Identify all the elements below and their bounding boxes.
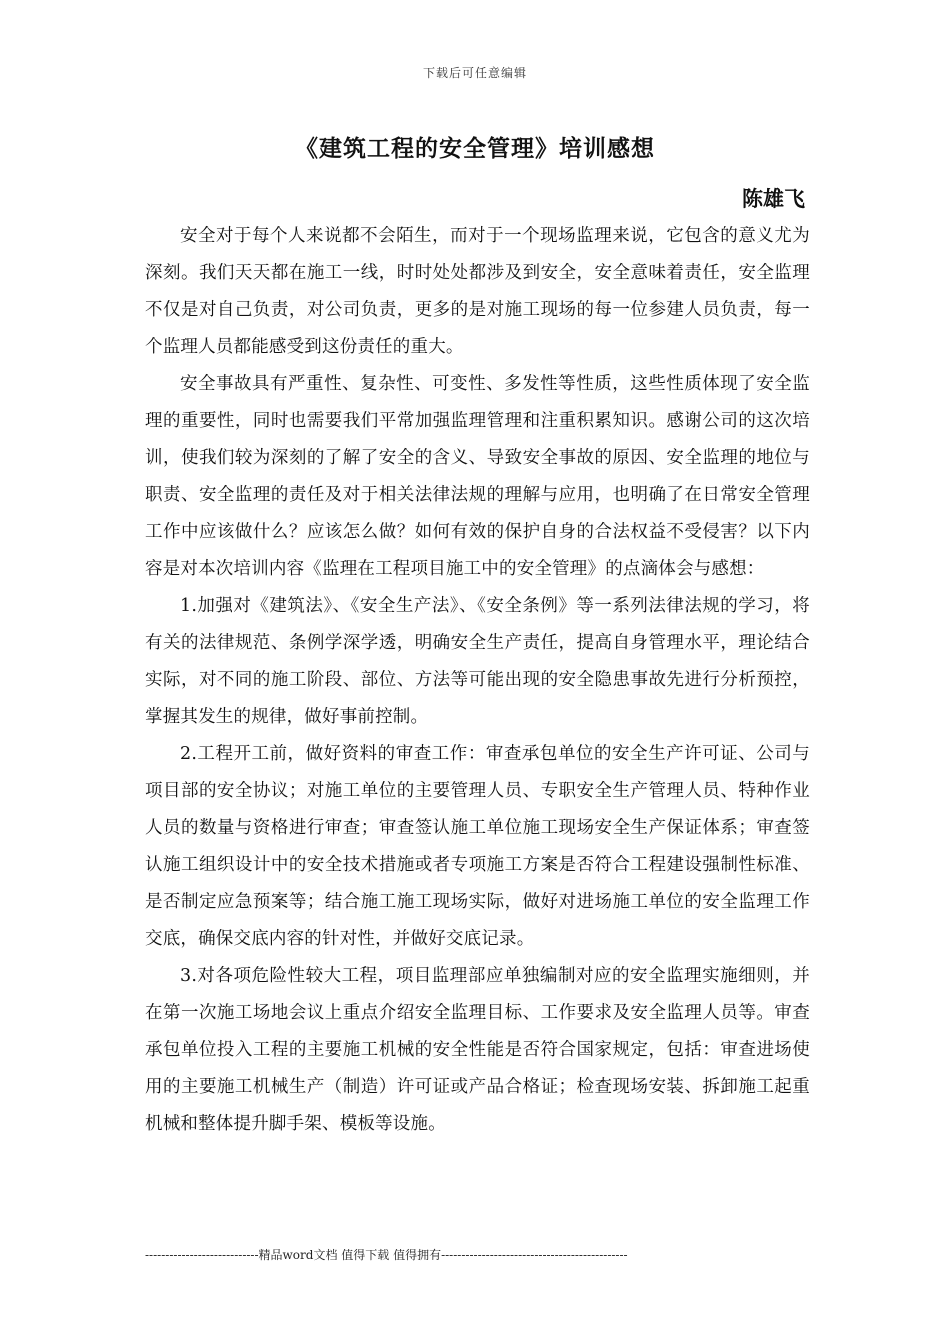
paragraph-4: 2.工程开工前，做好资料的审查工作：审查承包单位的安全生产许可证、公司与项目部的安全协议；对施工单位的主要管理人员、专职安全生产管理人员、特种作业人员的数量与资格进行审查；审查签认施工单位施工现场安全生产保证体系；审查签认施工组织设计中的安全技术措施或者专项施工方案是否符合工程建设强制性标准、是否制定应急预案等；结合施工施工现场实际，做好对进场施工单位的安全监理工作交底，确保交底内容的针对性，并做好交底记录。 <box>145 744 810 949</box>
document-body <box>145 218 810 1143</box>
paragraph-2: 安全事故具有严重性、复杂性、可变性、多发性等性质，这些性质体现了安全监理的重要性，同时也需要我们平常加强监理管理和注重积累知识。感谢公司的这次培训，使我们较为深刻的了解了安全的含义、导致安全事故的原因、安全监理的地位与职责、安全监理的责任及对于相关法律法规的理解与应用，也明确了在日常安全管理工作中应该做什么？应该怎么做？如何有效的保护自身的合法权益不受侵害？以下内容是对本次培训内容《监理在工程项目施工中的安全管理》的点滴体会与感想： <box>145 374 810 579</box>
paragraph-5: 3.对各项危险性较大工程，项目监理部应单独编制对应的安全监理实施细则，并在第一次施工场地会议上重点介绍安全监理目标、工作要求及安全监理人员等。审查承包单位投入工程的主要施工机械的安全性能是否符合国家规定，包括：审查进场使用的主要施工机械生产（制造）许可证或产品合格证；检查现场安装、拆卸施工起重机械和整体提升脚手架、模板等设施。 <box>145 966 810 1134</box>
author-name: 陈雄飞 <box>742 187 805 211</box>
paragraph-3: 1.加强对《建筑法》、《安全生产法》、《安全条例》等一系列法律法规的学习，将有关的法律规范、条例学深学透，明确安全生产责任，提高自身管理水平，理论结合实际，对不同的施工阶段、部位、方法等可能出现的安全隐患事故先进行分析预控，掌握其发生的规律，做好事前控制。 <box>145 596 810 727</box>
paragraph-1: 安全对于每个人来说都不会陌生，而对于一个现场监理来说，它包含的意义尤为深刻。我们天天都在施工一线，时时处处都涉及到安全，安全意味着责任，安全监理不仅是对自己负责，对公司负责，更多的是对施工现场的每一位参建人员负责，每一个监理人员都能感受到这份责任的重大。 <box>145 226 810 357</box>
document-title: 《建筑工程的安全管理》培训感想 <box>295 136 655 162</box>
header-note: 下载后可任意编辑 <box>422 66 527 80</box>
footer-note: ----------------------------精品word文档 值得下载 值得拥有---------------------------------------------- <box>145 1248 628 1262</box>
